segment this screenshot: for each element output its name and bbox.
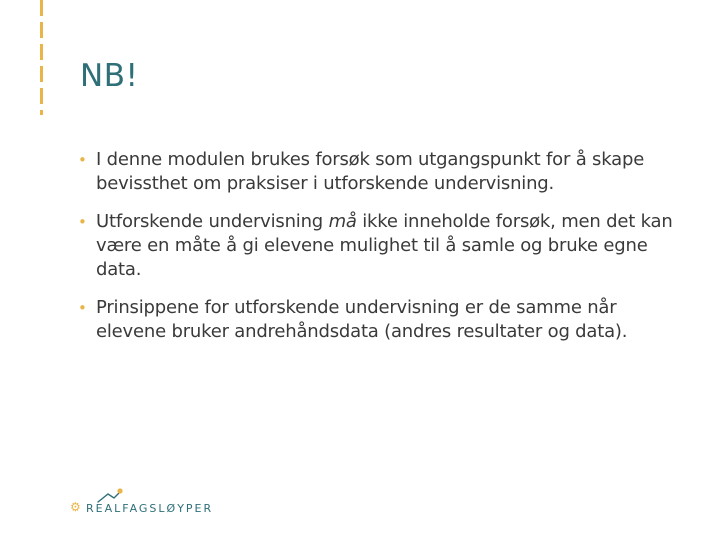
bullet-dot-icon: • xyxy=(78,213,87,231)
decorative-dashed-bar xyxy=(40,0,43,115)
bullet-text-2-before: Utforskende undervisning xyxy=(96,211,329,232)
slide-title: NB! xyxy=(80,58,139,94)
brand-logo xyxy=(70,486,214,522)
bullet-text-2-emphasis: må xyxy=(328,211,357,232)
bullet-dot-icon: • xyxy=(78,299,87,317)
bullet-text-1: I denne modulen brukes forsøk som utgangspunkt for å skape bevissthet om praksiser i utforskende undervisning. xyxy=(96,149,645,194)
bullet-text-3: Prinsippene for utforskende undervisning er de samme når elevene bruker andrehåndsdata (andres resultater og data). xyxy=(96,297,628,342)
bullet-list xyxy=(76,148,676,358)
bullet-text-2-after: ikke inneholde forsøk, men det kan være en måte å gi elevene mulighet til å samle og bruke egne data. xyxy=(96,211,673,280)
bullet-item-1 xyxy=(76,148,676,196)
bullet-item-2 xyxy=(76,210,676,282)
gear-icon: ⚙ xyxy=(70,500,81,514)
bullet-dot-icon: • xyxy=(78,151,87,169)
logo-text: REALFAGSLØYPER xyxy=(86,502,214,515)
bullet-item-3 xyxy=(76,296,676,344)
